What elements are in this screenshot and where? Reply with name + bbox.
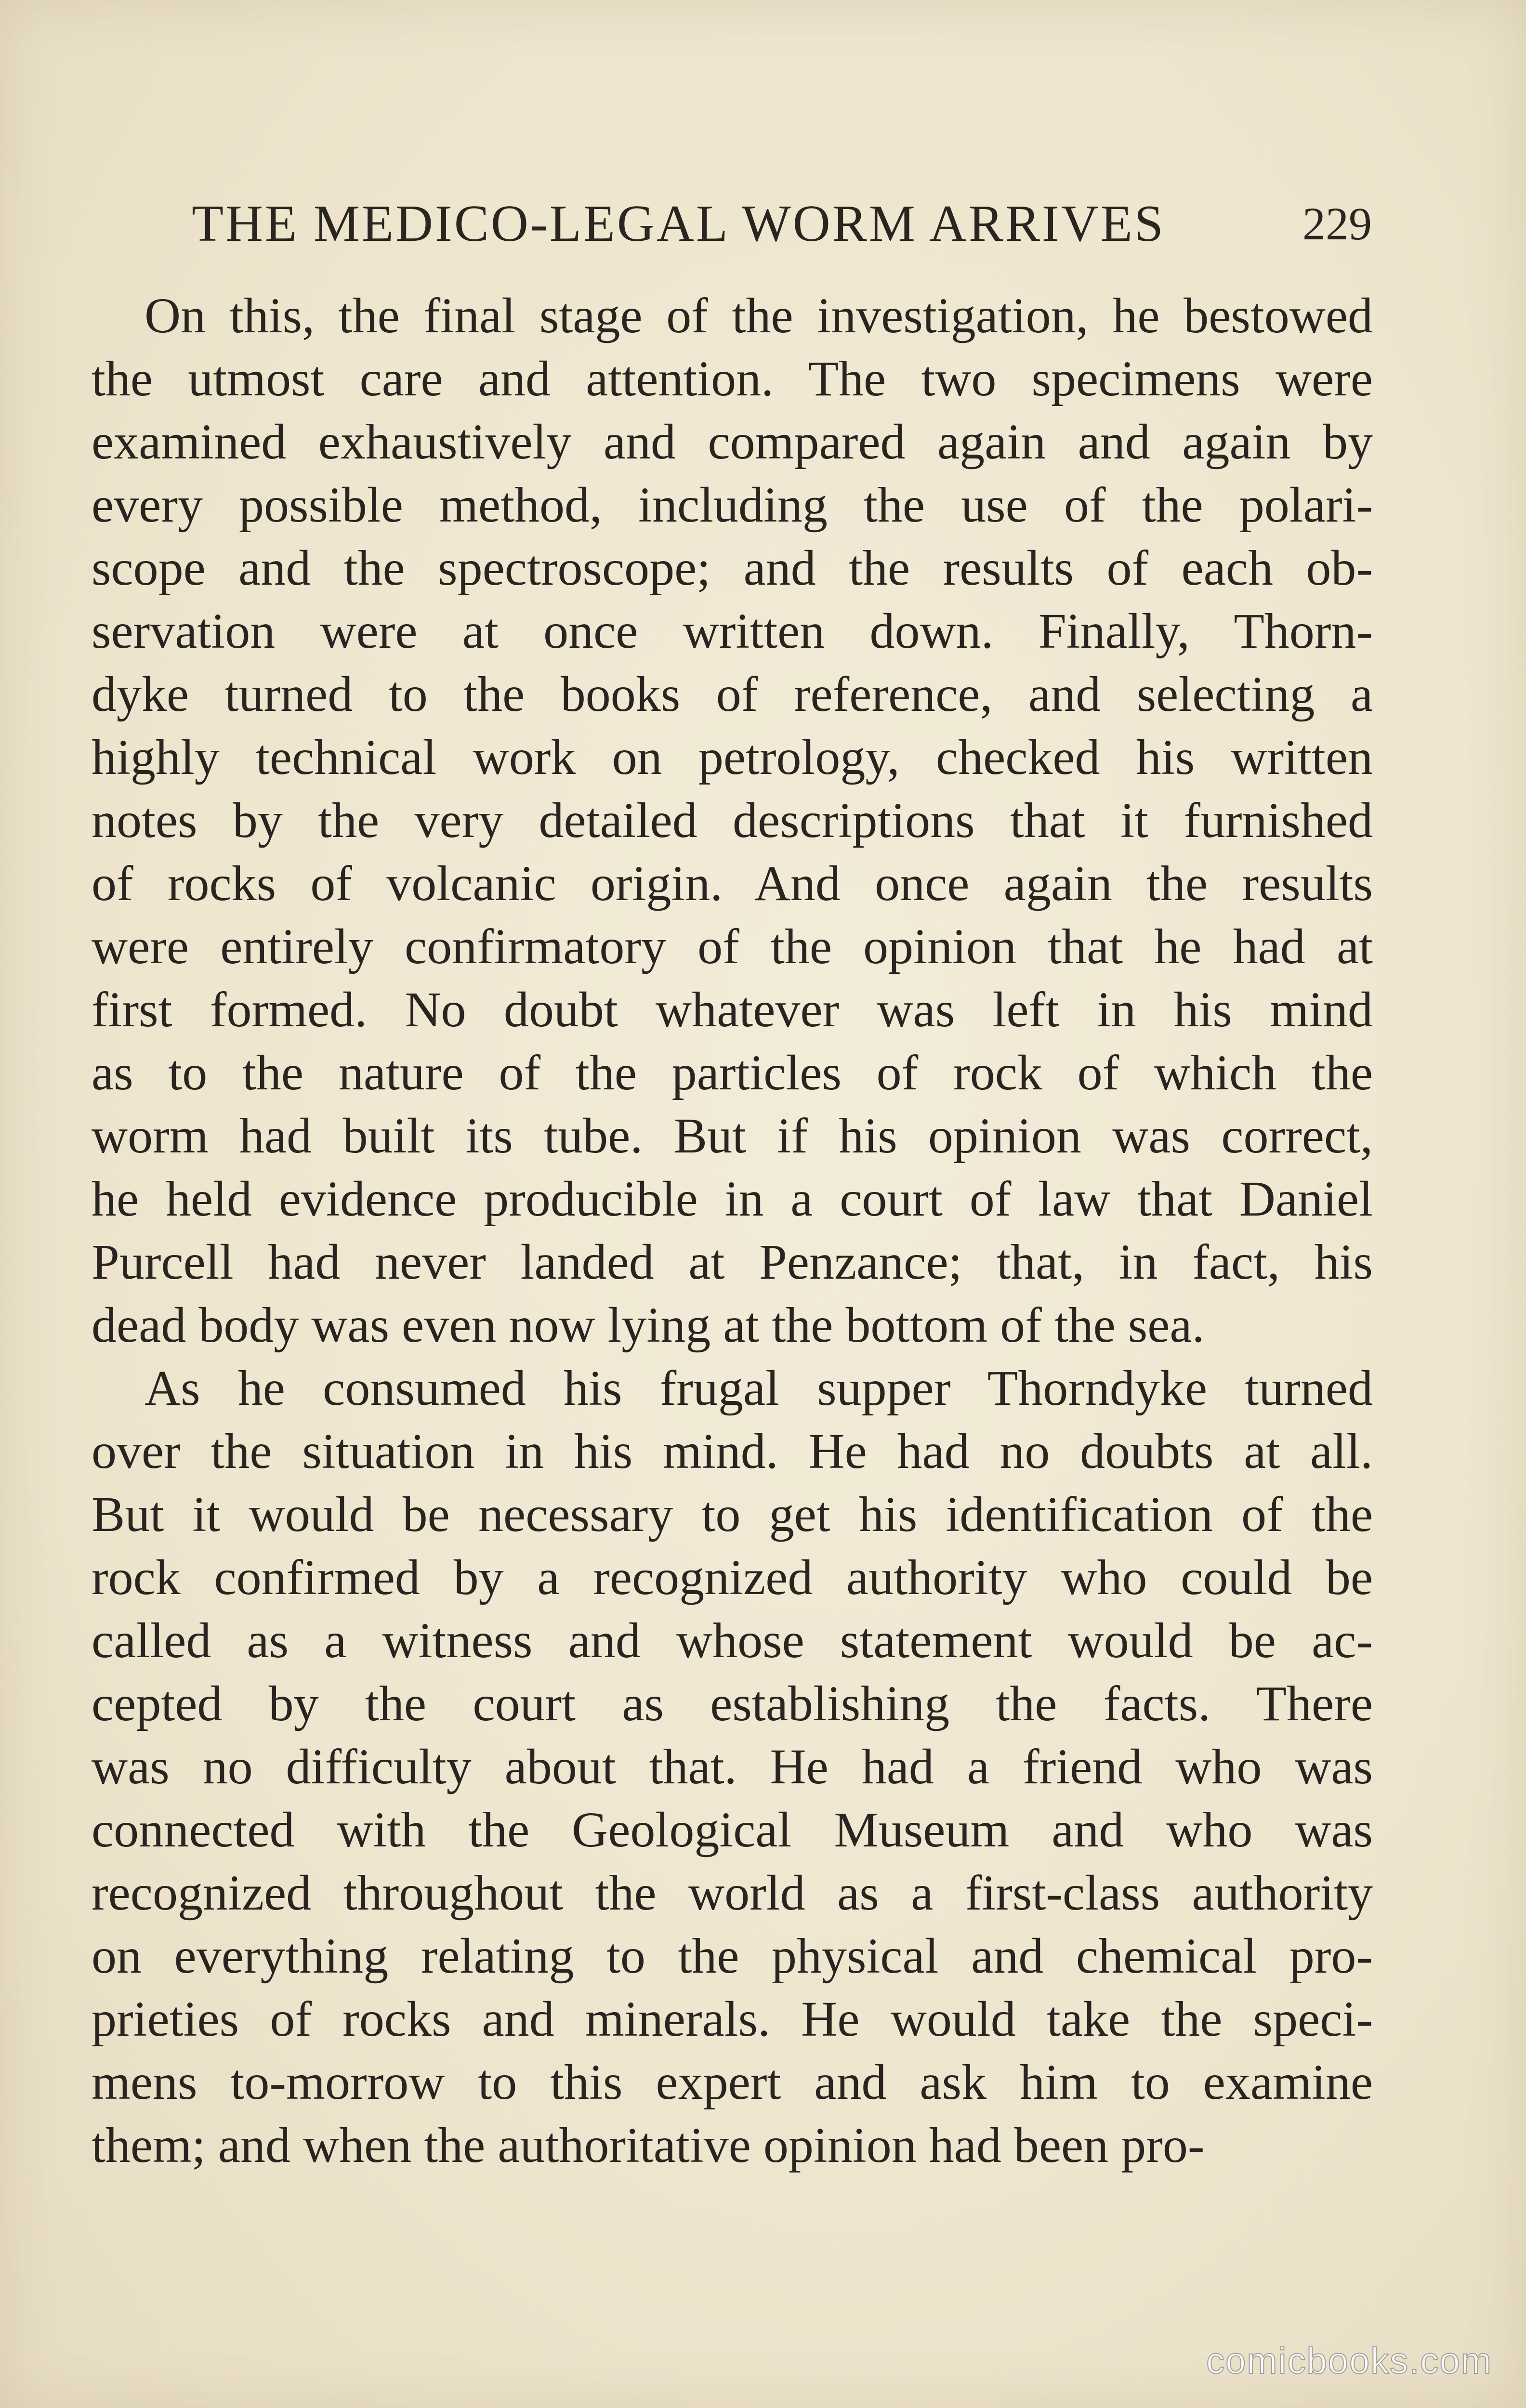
text-line: he held evidence producible in a court of law that Daniel [92,1171,1373,1227]
text-line: cepted by the court as establishing the facts. There [92,1676,1373,1731]
text-line: worm had built its tube. But if his opinion was correct, [92,1108,1373,1164]
text-line: But it would be necessary to get his identification of the [92,1487,1373,1542]
text-line: every possible method, including the use of the polari- [92,477,1373,533]
text-line: over the situation in his mind. He had no doubts at all. [92,1424,1373,1479]
text-line: first formed. No doubt whatever was left in his mind [92,982,1373,1037]
text-line: as to the nature of the particles of rock of which the [92,1045,1373,1100]
body-text [92,284,1373,2177]
text-line: prieties of rocks and minerals. He would take the speci- [92,1991,1373,2047]
text-line: dead body was even now lying at the bottom of the sea. [92,1297,1205,1353]
text-line: called as a witness and whose statement would be ac- [92,1613,1373,1668]
text-line: scope and the spectroscope; and the results of each ob- [92,540,1373,596]
text-line: dyke turned to the books of reference, and selecting a [92,667,1373,722]
running-head: THE MEDICO-LEGAL WORM ARRIVES [192,195,1165,252]
text-line: examined exhaustively and compared again and again by [92,414,1373,470]
text-line: them; and when the authoritative opinion had been pro- [92,2118,1205,2173]
text-line: As he consumed his frugal supper Thorndyke turned [145,1361,1373,1416]
text-line: notes by the very detailed descriptions that it furnished [92,793,1373,848]
text-line: were entirely confirmatory of the opinion that he had at [92,919,1373,974]
text-line: was no difficulty about that. He had a friend who was [92,1739,1373,1794]
text-line: servation were at once written down. Finally, Thorn- [92,603,1373,659]
text-line: on everything relating to the physical and chemical pro- [92,1928,1373,1984]
page-number: 229 [1302,198,1372,249]
paragraph-1 [92,284,1373,1357]
text-line: connected with the Geological Museum and who was [92,1802,1373,1858]
watermark-text: comicbooks.com [1206,2341,1492,2382]
paragraph-2 [92,1357,1373,2177]
text-line: mens to-morrow to this expert and ask him to examine [92,2055,1373,2110]
text-line: Purcell had never landed at Penzance; that, in fact, his [92,1234,1373,1290]
text-line: the utmost care and attention. The two specimens were [92,351,1373,406]
text-line: On this, the final stage of the investigation, he bestowed [145,288,1373,343]
text-line: highly technical work on petrology, checked his written [92,730,1373,785]
page-header [192,188,1372,260]
text-line: rock confirmed by a recognized authority who could be [92,1550,1373,1605]
text-line: of rocks of volcanic origin. And once again the results [92,856,1373,911]
text-line: recognized throughout the world as a first-class authority [92,1865,1373,1921]
